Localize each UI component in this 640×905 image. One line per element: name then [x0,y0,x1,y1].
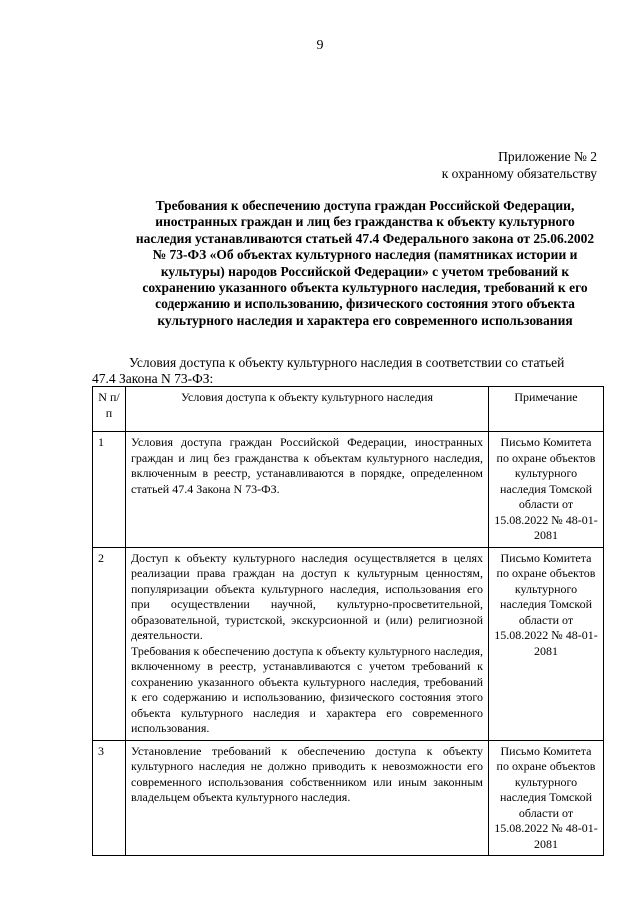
table-header-row [93,387,604,432]
table-row [93,740,604,856]
row-conditions [126,547,489,740]
row-conditions [126,432,489,548]
header-note: Примечание [489,387,604,432]
intro-line-1: Условия доступа к объекту культурного наследия в соответствии со статьей [129,355,565,370]
access-conditions-table [92,386,604,856]
row-conditions [126,740,489,856]
appendix-subtitle: к охранному обязательству [441,166,597,181]
row-number: 3 [93,740,126,856]
condition-paragraph: Установление требований к обеспечению доступа к объекту культурного наследия не должно приводить к невозможности его современного использования собственником или иным законным владельцем объекта культурного наследия. [131,743,483,804]
row-note: Письмо Комитета по охране объектов культурного наследия Томской области от 15.08.2022 № 48-01-2081 [489,547,604,740]
intro-paragraph [92,355,600,388]
condition-paragraph: Условия доступа граждан Российской Федерации, иностранных граждан и лиц без гражданства к объектам культурного наследия, включенным в реестр, устанавливаются в порядке, определенном статьей 47.4 Закона N 73-ФЗ. [131,435,483,496]
table-row [93,432,604,548]
document-heading: Требования к обеспечению доступа граждан Российской Федерации, иностранных граждан и лиц без гражданства к объекту культурного наследия устанавливаются статьей 47.4 Федерального закона от 25.06.2002 № 73-ФЗ «Об объектах культурного наследия (памятниках истории и культуры) народов Российской Федерации» с учетом требований к сохранению указанного объекта культурного наследия, требований к его содержанию и использованию, физического состояния этого объекта культурного наследия и характера его современного использования [135,198,595,328]
row-number: 1 [93,432,126,548]
condition-paragraph: Доступ к объекту культурного наследия осуществляется в целях реализации права граждан на доступ к культурным ценностям, популяризации объекта культурного наследия, использования его при осуществлении научной, культурно-просветительной, образовательной, туристской, экскурсионной и (или) религиозной деятельности. [131,550,483,642]
condition-paragraph: Требования к обеспечению доступа к объекту культурного наследия, включенному в реестр, устанавливаются с учетом требований к сохранению указанного объекта культурного наследия, требований к его содержанию и использованию, физического состояния этого объекта культурного наследия и характера его современного использования. [131,643,483,735]
row-note: Письмо Комитета по охране объектов культурного наследия Томской области от 15.08.2022 № 48-01-2081 [489,740,604,856]
intro-line-2: 47.4 Закона N 73-ФЗ: [92,371,214,387]
appendix-title: Приложение № 2 [498,149,597,164]
appendix-reference [442,148,597,182]
table-row [93,547,604,740]
header-num: N п/п [93,387,126,432]
row-number: 2 [93,547,126,740]
row-note: Письмо Комитета по охране объектов культурного наследия Томской области от 15.08.2022 № 48-01-2081 [489,432,604,548]
header-conditions: Условия доступа к объекту культурного наследия [126,387,489,432]
page-number: 9 [316,38,324,53]
